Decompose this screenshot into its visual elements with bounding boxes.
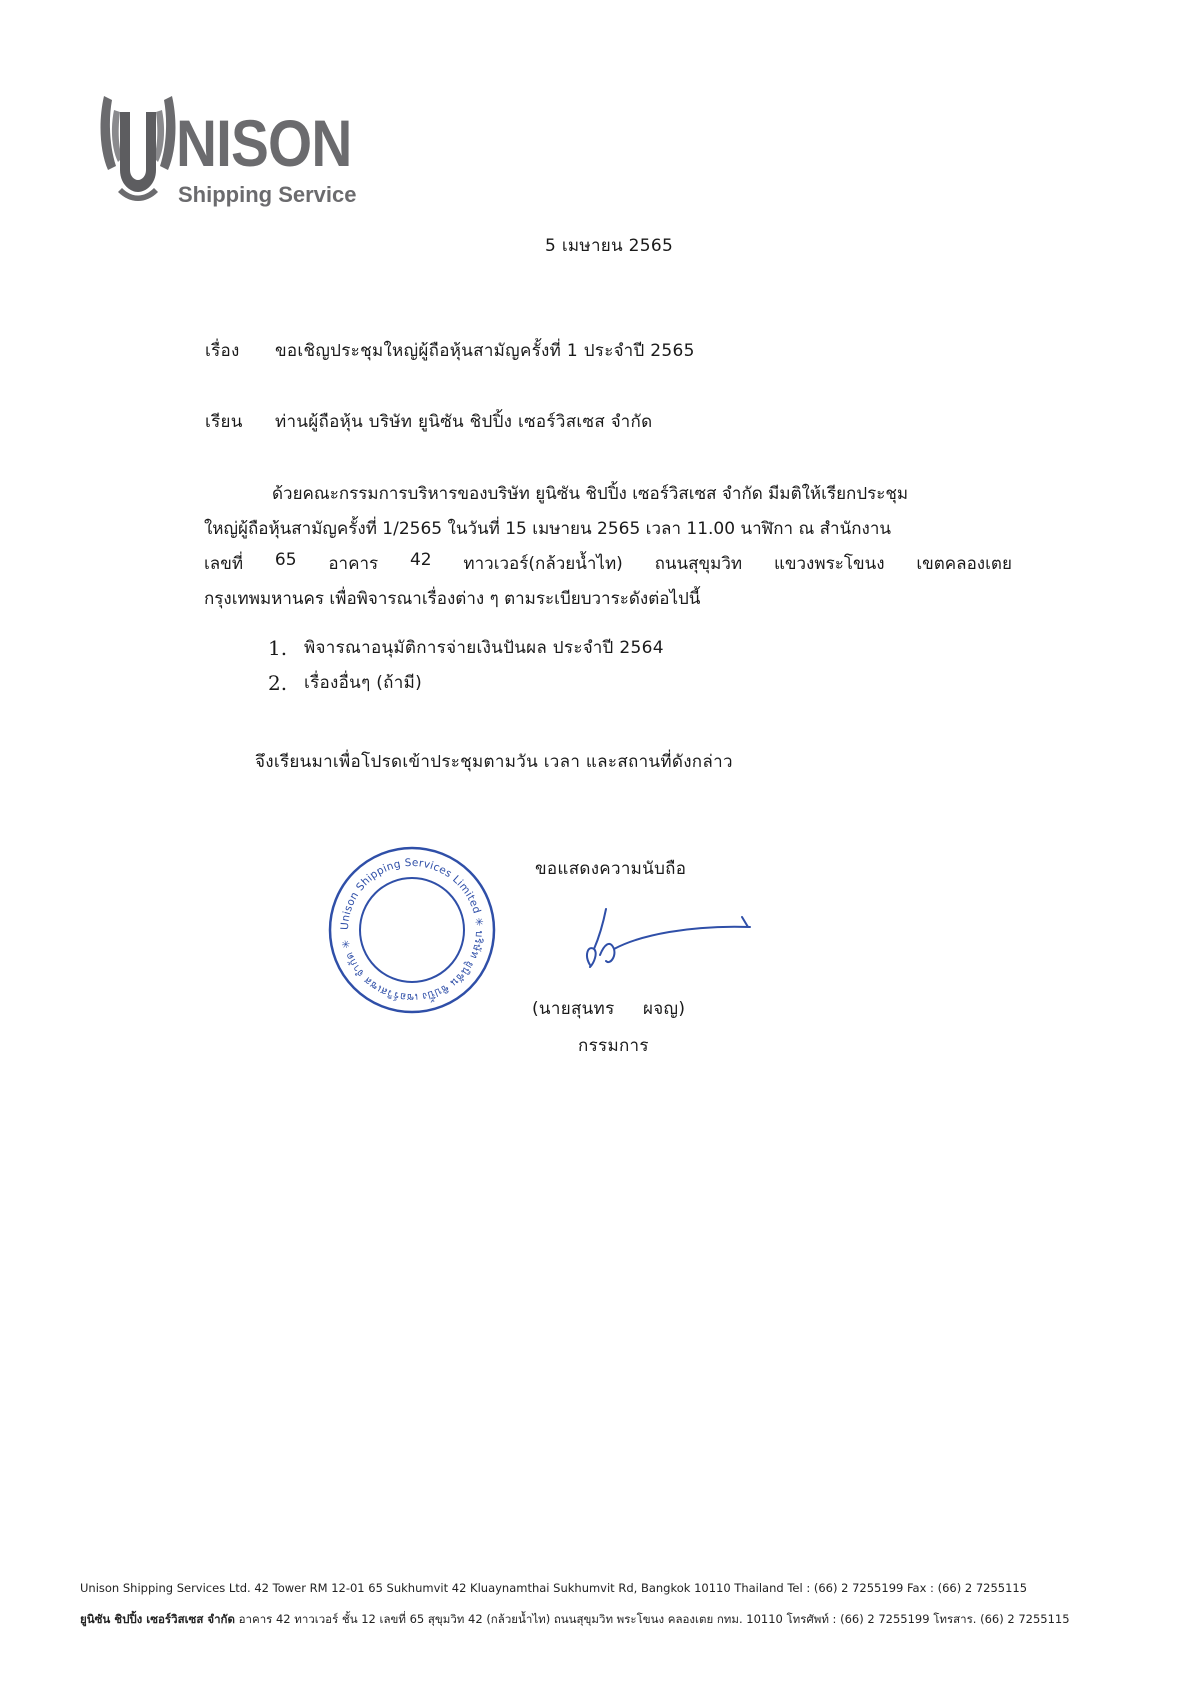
recipient-label: เรียน xyxy=(205,412,243,432)
body-word: 65 xyxy=(274,550,297,570)
body-word: 42 xyxy=(409,550,432,570)
logo-tagline: Shipping Service xyxy=(178,182,357,207)
company-logo xyxy=(98,92,368,212)
body-line-1: ด้วยคณะกรรมการบริหารของบริษัท ยูนิซัน ชิปปิ้ง เซอร์วิสเซส จำกัด มีมติให้เรียกประชุม xyxy=(272,484,909,504)
body-word: ทาวเวอร์(กล้วยน้ำไท) xyxy=(463,554,623,574)
signatory-name: (นายสุนทร ผจญ) xyxy=(532,999,686,1019)
complimentary-close: ขอแสดงความนับถือ xyxy=(535,859,687,879)
agenda-item: พิจารณาอนุมัติการจ่ายเงินปันผล ประจำปี 2564 xyxy=(304,638,664,658)
logo-wordmark: NISON xyxy=(176,106,352,180)
company-stamp-icon xyxy=(327,845,497,1015)
stamp-text: Unison Shipping Services Limited ✳ บริษัท ยูนิซัน ชิปปิ้ง เซอร์วิสเซส จำกัด ✳ xyxy=(338,856,486,1004)
body-word: แขวงพระโขนง xyxy=(773,554,885,574)
signatory-position: กรรมการ xyxy=(578,1036,649,1056)
body-word: เขตคลองเตย xyxy=(916,554,1012,574)
body-word: ถนนสุขุมวิท xyxy=(654,554,743,574)
body-word: อาคาร xyxy=(328,554,379,574)
signature-icon xyxy=(580,905,755,985)
agenda-number: 1. xyxy=(268,636,288,660)
letter-date: 5 เมษายน 2565 xyxy=(545,236,674,256)
body-line-2: ใหญ่ผู้ถือหุ้นสามัญครั้งที่ 1/2565 ในวันที่ 15 เมษายน 2565 เวลา 11.00 นาฬิกา ณ สำนักงาน xyxy=(204,519,891,539)
recipient-text: ท่านผู้ถือหุ้น บริษัท ยูนิซัน ชิปปิ้ง เซอร์วิสเซส จำกัด xyxy=(275,412,653,432)
body-word: เลขที่ xyxy=(204,554,244,574)
agenda-item: เรื่องอื่นๆ (ถ้ามี) xyxy=(304,673,423,693)
subject-label: เรื่อง xyxy=(205,341,240,361)
closing-sentence: จึงเรียนมาเพื่อโปรดเข้าประชุมตามวัน เวลา และสถานที่ดังกล่าว xyxy=(255,752,733,772)
subject-text: ขอเชิญประชุมใหญ่ผู้ถือหุ้นสามัญครั้งที่ 1 ประจำปี 2565 xyxy=(275,341,695,361)
footer-company-name: ยูนิซัน ชิปปิ้ง เซอร์วิสเซส จำกัด xyxy=(80,1612,235,1626)
unison-u-emblem-icon xyxy=(98,92,178,202)
footer-thai-address xyxy=(80,1611,1070,1629)
body-line-4: กรุงเทพมหานคร เพื่อพิจารณาเรื่องต่าง ๆ ตามระเบียบวาระดังต่อไปนี้ xyxy=(204,589,701,609)
body-line-3 xyxy=(204,550,1012,577)
agenda-number: 2. xyxy=(268,671,288,695)
footer-english-address: Unison Shipping Services Ltd. 42 Tower RM 12-01 65 Sukhumvit 42 Kluaynamthai Sukhumvit Rd, Bangkok 10110 Thailand Tel : (66) 2 7255199 Fax : (66) 2 7255115 xyxy=(80,1581,1028,1595)
footer-thai-details: อาคาร 42 ทาวเวอร์ ชั้น 12 เลขที่ 65 สุขุมวิท 42 (กล้วยน้ำไท) ถนนสุขุมวิท พระโขนง คลองเตย กทม. 10110 โทรศัพท์ : (66) 2 7255199 โทรสาร. (66) 2 7255115 xyxy=(234,1612,1070,1626)
